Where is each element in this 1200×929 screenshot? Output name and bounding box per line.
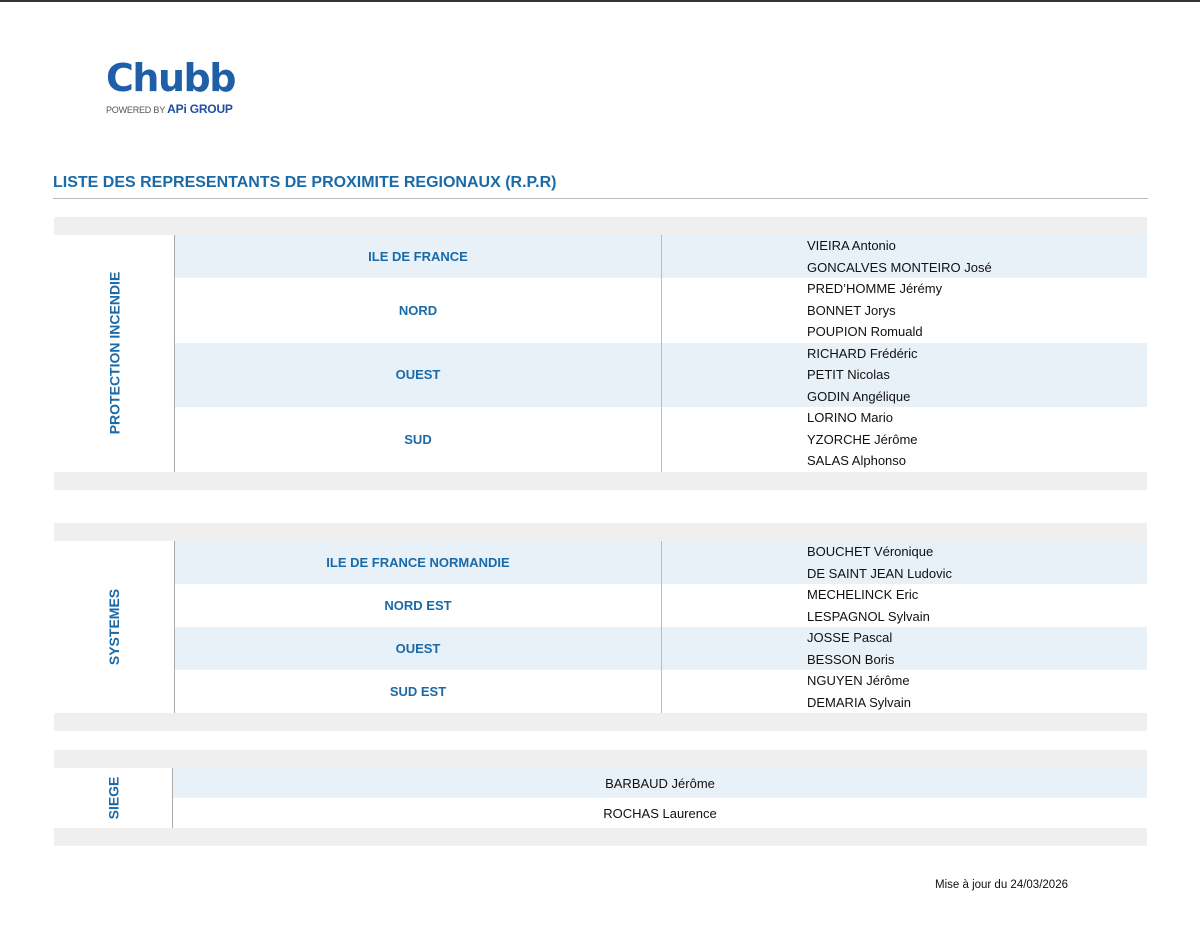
representative-name: GONCALVES MONTEIRO José: [807, 259, 992, 275]
region-row: [175, 343, 1147, 408]
representative-name: YZORCHE Jérôme: [807, 431, 918, 447]
section-siege: [54, 750, 1147, 846]
region-name: SUD: [175, 407, 662, 472]
representative-name: BESSON Boris: [807, 651, 895, 667]
region-row: [175, 407, 1147, 472]
representative-name: PRED’HOMME Jérémy: [807, 281, 943, 296]
representative-name: BONNET Jorys: [807, 302, 896, 318]
region-name: ILE DE FRANCE: [175, 235, 662, 278]
representative-name: RICHARD Frédéric: [807, 345, 918, 361]
update-date: Mise à jour du 24/03/2026: [935, 879, 1068, 891]
representative-name: LESPAGNOL Sylvain: [807, 608, 930, 624]
tagline-brand: APi GROUP: [167, 102, 233, 116]
band: [54, 217, 1147, 235]
region-name: SUD EST: [175, 670, 662, 713]
region-name: NORD: [175, 278, 662, 343]
representative-name: MECHELINCK Eric: [807, 587, 919, 602]
tagline-prefix: POWERED BY: [106, 105, 165, 115]
representative-name: GODIN Angélique: [807, 388, 911, 404]
page-title: LISTE DES REPRESENTANTS DE PROXIMITE REGIONAUX (R.P.R): [53, 174, 557, 191]
region-row: [175, 235, 1147, 278]
region-row: [175, 670, 1147, 713]
band: [54, 750, 1147, 768]
section-label: PROTECTION INCENDIE: [106, 271, 123, 435]
band: [54, 523, 1147, 541]
representative-name: DEMARIA Sylvain: [807, 694, 912, 710]
representative-name: DE SAINT JEAN Ludovic: [807, 565, 952, 581]
region-name: ILE DE FRANCE NORMANDIE: [175, 541, 662, 584]
section-label: SIEGE: [104, 776, 121, 820]
region-name: OUEST: [175, 343, 662, 408]
region-row: [175, 278, 1147, 343]
band: [54, 713, 1147, 731]
band: [54, 828, 1147, 846]
title-divider: [53, 198, 1148, 199]
representative-name: NGUYEN Jérôme: [807, 673, 910, 688]
region-name: NORD EST: [175, 584, 662, 627]
representative-name: VIEIRA Antonio: [807, 238, 896, 253]
logo-brand: Chubb: [106, 56, 235, 100]
siege-row: BARBAUD Jérôme: [173, 768, 1147, 798]
siege-row: ROCHAS Laurence: [603, 805, 717, 821]
section-systemes: [54, 523, 1147, 731]
representative-name: SALAS Alphonso: [807, 453, 907, 468]
representative-name: BOUCHET Véronique: [807, 544, 934, 559]
logo-tagline: [106, 102, 235, 116]
region-row: [175, 584, 1147, 627]
band: [54, 472, 1147, 490]
representative-name: PETIT Nicolas: [807, 367, 890, 382]
region-row: [175, 627, 1147, 670]
representative-name: LORINO Mario: [807, 410, 893, 425]
section-protection-incendie: [54, 217, 1147, 490]
representative-name: JOSSE Pascal: [807, 630, 893, 645]
chubb-logo: [106, 58, 235, 116]
region-row: [175, 541, 1147, 584]
representative-name: POUPION Romuald: [807, 324, 923, 339]
region-name: OUEST: [175, 627, 662, 670]
section-label: SYSTEMES: [106, 588, 122, 666]
